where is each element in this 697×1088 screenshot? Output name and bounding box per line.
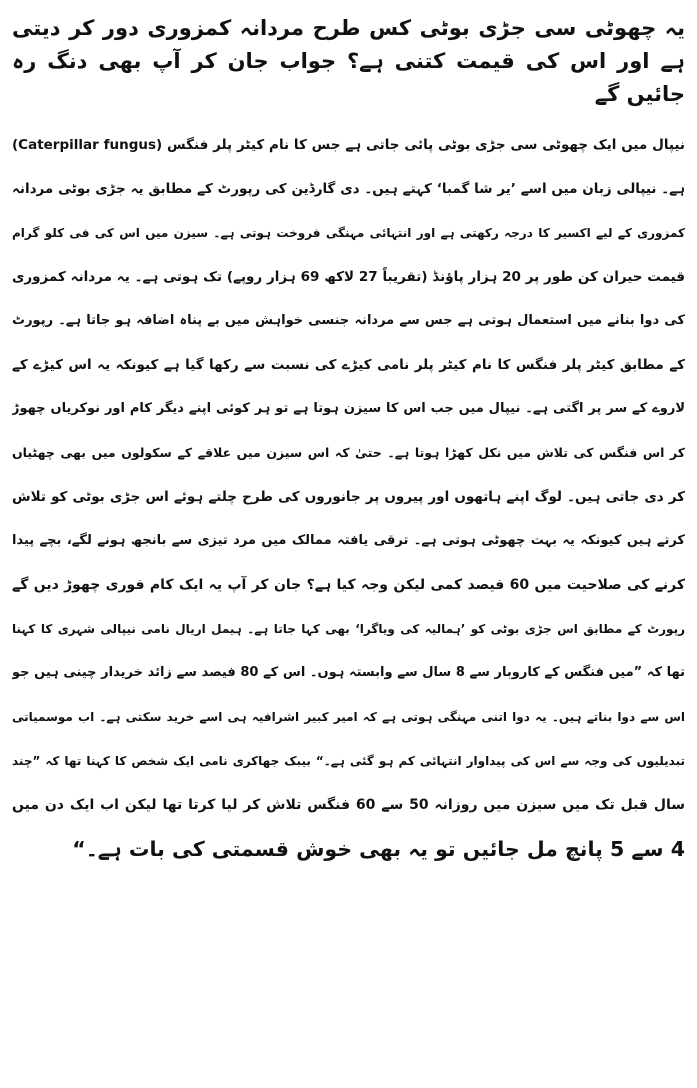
body-line: تھا کہ ”میں فنگس کے کاروبار سے 8 سال سے وابستہ ہوں۔ اس کے 80 فیصد سے زائد خریدار چینی ہیں جو — [12, 665, 685, 680]
body-line: سال قبل تک میں سیزن میں روزانہ 50 سے 60 فنگس تلاش کر لیا کرتا تھا لیکن اب ایک دن میں — [12, 797, 685, 813]
body-line: نیپال میں ایک چھوٹی سی جڑی بوٹی پائی جاتی ہے جس کا نام کیٹر پلر فنگس (Caterpillar fungus) — [12, 137, 685, 153]
body-line: اس سے دوا بناتے ہیں۔ یہ دوا اتنی مہنگی ہوتی ہے کہ امیر کبیر اشرافیہ ہی اسے خرید سکتی ہے۔ اب موسمیاتی — [12, 710, 685, 724]
body-line: کر دی جاتی ہیں۔ لوگ اپنے ہاتھوں اور پیروں پر جانوروں کی طرح چلتے ہوئے اس جڑی بوٹی کو تلاش — [12, 489, 685, 505]
body-line: کی دوا بنانے میں استعمال ہوتی ہے جس سے مردانہ جنسی خواہش میں بے پناہ اضافہ ہو جاتا ہے۔ رپورٹ — [12, 313, 685, 328]
body-line: کے مطابق کیٹر پلر فنگس کا نام کیٹر پلر نامی کیڑے کی نسبت سے رکھا گیا ہے کیونکہ یہ اس کیڑے کے — [12, 357, 685, 373]
body-line: قیمت حیران کن طور پر 20 ہزار پاؤنڈ (تقریباً 27 لاکھ 69 ہزار روپے) تک ہوتی ہے۔ یہ مردانہ کمزوری — [12, 269, 685, 285]
body-line: لاروے کے سر پر اگتی ہے۔ نیپال میں جب اس کا سیزن ہوتا ہے تو ہر کوئی اپنے دیگر کام اور نوکریاں چھوڑ — [12, 401, 685, 416]
body-line: کر اس فنگس کی تلاش میں نکل کھڑا ہوتا ہے۔ حتیٰ کہ اس سیزن میں علاقے کے سکولوں میں بھی چھٹیاں — [12, 445, 685, 460]
body-line: ہے۔ نیپالی زبان میں اسے ’یر شا گمبا‘ کہتے ہیں۔ دی گارڈین کی رپورٹ کے مطابق یہ جڑی بوٹی مردانہ — [12, 181, 685, 197]
body-line-last: 4 سے 5 پانچ مل جائیں تو یہ بھی خوش قسمتی کی بات ہے۔“ — [72, 837, 685, 861]
article-headline: یہ چھوٹی سی جڑی بوٹی کس طرح مردانہ کمزوری دور کر دیتی ہے اور اس کی قیمت کتنی ہے؟ جواب جان کر آپ بھی دنگ رہ جائیں گے — [12, 16, 685, 106]
body-line: تبدیلیوں کی وجہ سے اس کی پیداوار انتہائی کم ہو گئی ہے۔“ بیبک جھاکری نامی ایک شخص کا کہنا تھا کہ ”چند — [12, 754, 685, 768]
body-line: رپورٹ کے مطابق اس جڑی بوٹی کو ’ہمالیہ کی ویاگرا‘ بھی کہا جاتا ہے۔ ہیمل اریال نامی نیپالی شہری کا کہنا — [12, 622, 685, 636]
body-line: کرتے ہیں کیونکہ یہ بہت چھوٹی ہوتی ہے۔ ترقی یافتہ ممالک میں مرد تیزی سے بانجھ ہونے لگے، بچے پیدا — [12, 533, 685, 548]
article-body — [12, 123, 685, 871]
body-line: کرنے کی صلاحیت میں 60 فیصد کمی لیکن وجہ کیا ہے؟ جان کر آپ یہ ایک کام فوری چھوڑ دیں گے — [12, 577, 685, 593]
body-line: کمزوری کے لیے اکسیر کا درجہ رکھتی ہے اور انتہائی مہنگی فروخت ہوتی ہے۔ سیزن میں اس کی فی کلو گرام — [12, 226, 685, 240]
